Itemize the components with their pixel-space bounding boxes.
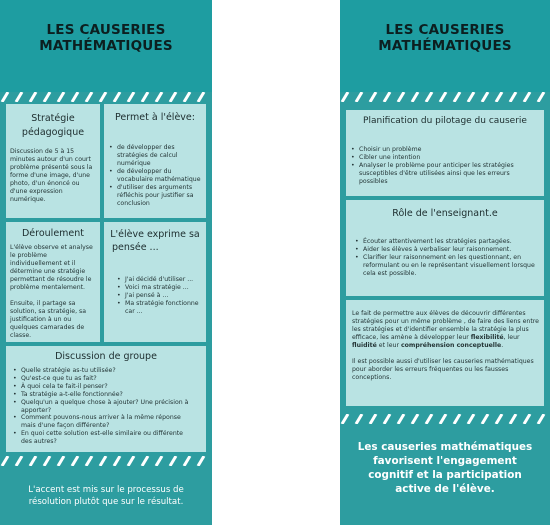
role-list <box>354 238 538 278</box>
benefits-bold-comprehension: compréhension conceptuelle <box>400 342 502 349</box>
list-item: • d'utiliser des arguments réfléchis pour justifier sa conclusion <box>108 184 204 208</box>
benefits-para1 <box>352 310 540 350</box>
right-footer-line1: Les causeries mathématiques <box>357 441 533 453</box>
strategie-title-line2: pédagogique <box>21 127 85 138</box>
permet-list <box>108 144 204 208</box>
left-title-line1: LES CAUSERIES <box>46 22 166 38</box>
planification-list <box>350 146 540 186</box>
benefits-text-part: , leur <box>503 334 520 341</box>
right-title-line1: LES CAUSERIES <box>385 22 505 38</box>
exprime-title-line1: L'élève exprime sa <box>110 229 200 240</box>
planification-box <box>346 110 544 196</box>
deroulement-text <box>10 244 98 340</box>
left-footer-line1: L'accent est mis sur le processus de <box>28 485 184 495</box>
permet-box <box>104 104 206 218</box>
left-title <box>0 22 212 54</box>
right-infographic <box>340 0 550 525</box>
exprime-title <box>104 228 206 254</box>
planification-title: Planification du pilotage du causerie <box>363 116 527 126</box>
exprime-title-line2: pensée ... <box>112 242 159 253</box>
benefits-bold-flexibilite: flexibilité <box>470 334 504 341</box>
deroulement-box <box>6 222 100 342</box>
dashed-divider <box>0 92 212 102</box>
list-item: • À quoi cela te fait-il penser? <box>12 383 190 391</box>
right-title <box>340 22 550 54</box>
role-title: Rôle de l'enseignant.e <box>392 208 498 219</box>
deroulement-para1: L'élève observe et analyse le problème individuellement et il détermine une stratégie permettant de résoudre le problème mentalement. <box>10 244 93 291</box>
list-item: • J'ai décidé d'utiliser ... <box>116 276 202 284</box>
list-item: • Comment pouvons-nous arriver à la même réponse mais d'une façon différente? <box>12 414 190 430</box>
page-gap <box>212 0 340 525</box>
list-item: • Voici ma stratégie ... <box>116 284 202 292</box>
strategie-box <box>6 104 100 218</box>
exprime-box <box>104 222 206 342</box>
left-header <box>0 0 212 92</box>
benefits-text-part: . <box>501 342 504 349</box>
left-footer <box>0 484 212 508</box>
deroulement-title: Déroulement <box>21 228 85 239</box>
permet-title: Permet à l'élève: <box>115 112 195 123</box>
strategie-title-line1: Stratégie <box>31 113 75 124</box>
list-item: • Clarifier leur raisonnement en les questionnant, en reformulant ou en le représentant visuellement lorsque cela est possible. <box>354 254 538 278</box>
dashed-divider <box>340 414 550 424</box>
right-footer-line3: cognitif et la participation <box>368 469 522 481</box>
list-item: • de développer du vocabulaire mathématique <box>108 168 204 184</box>
benefits-text <box>352 310 540 382</box>
discussion-box <box>6 346 206 452</box>
benefits-text-part: Le fait de permettre aux élèves de découvrir différentes stratégies pour un même problème , de faire des liens entre les stratégies et d'identifier ensemble la stratégie la plus efficace, les amène à développer leur <box>352 310 539 341</box>
list-item: • J'ai pensé à ... <box>116 292 202 300</box>
right-footer <box>340 440 550 496</box>
list-item: • En quoi cette solution est-elle similaire ou différente des autres? <box>12 430 190 446</box>
benefits-para2: Il est possible aussi d'utiliser les causeries mathématiques pour aborder les erreurs fréquentes ou les fausses conceptions. <box>352 358 534 381</box>
right-footer-line2: favorisent l'engagement <box>373 455 517 467</box>
list-item: • Quelle stratégie as-tu utilisée? <box>12 367 190 375</box>
list-item: • Écouter attentivement les stratégies partagées. <box>354 238 538 246</box>
list-item: • Aider les élèves à verbaliser leur raisonnement. <box>354 246 538 254</box>
benefits-text-part: et leur <box>376 342 401 349</box>
discussion-list <box>12 367 190 446</box>
strategie-title <box>6 112 100 140</box>
deroulement-para2: Ensuite, il partage sa solution, sa stratégie, sa justification à un ou quelques camarades de classe. <box>10 300 87 339</box>
strategie-body: Discussion de 5 à 15 minutes autour d'un court problème présenté sous la forme d'une image, d'une photo, d'un énoncé ou d'une expression numérique. <box>10 148 93 203</box>
benefits-box <box>346 300 544 406</box>
right-header <box>340 0 550 92</box>
dashed-divider <box>340 92 550 102</box>
discussion-title: Discussion de groupe <box>55 351 157 362</box>
role-box <box>346 200 544 296</box>
list-item: • Analyser le problème pour anticiper les stratégies susceptibles d'être utilisées ainsi que les erreurs possibles <box>350 162 540 186</box>
benefits-bold-fluidite: fluidité <box>352 342 377 349</box>
left-footer-line2: résolution plutôt que sur le résultat. <box>28 497 184 507</box>
list-item: • Qu'est-ce que tu as fait? <box>12 375 190 383</box>
left-title-line2: MATHÉMATIQUES <box>39 38 173 54</box>
dashed-divider <box>0 456 212 466</box>
exprime-list <box>116 276 202 316</box>
list-item: • Quelqu'un a quelque chose à ajouter? Une précision à apporter? <box>12 399 190 415</box>
list-item: • Ta stratégie a-t-elle fonctionnée? <box>12 391 190 399</box>
list-item: • Choisir un problème <box>350 146 540 154</box>
right-title-line2: MATHÉMATIQUES <box>378 38 512 54</box>
list-item: • de développer des stratégies de calcul numérique <box>108 144 204 168</box>
list-item: • Ma stratégie fonctionne car ... <box>116 300 202 316</box>
left-infographic <box>0 0 212 525</box>
right-footer-line4: active de l'élève. <box>395 483 495 495</box>
list-item: • Cibler une intention <box>350 154 540 162</box>
